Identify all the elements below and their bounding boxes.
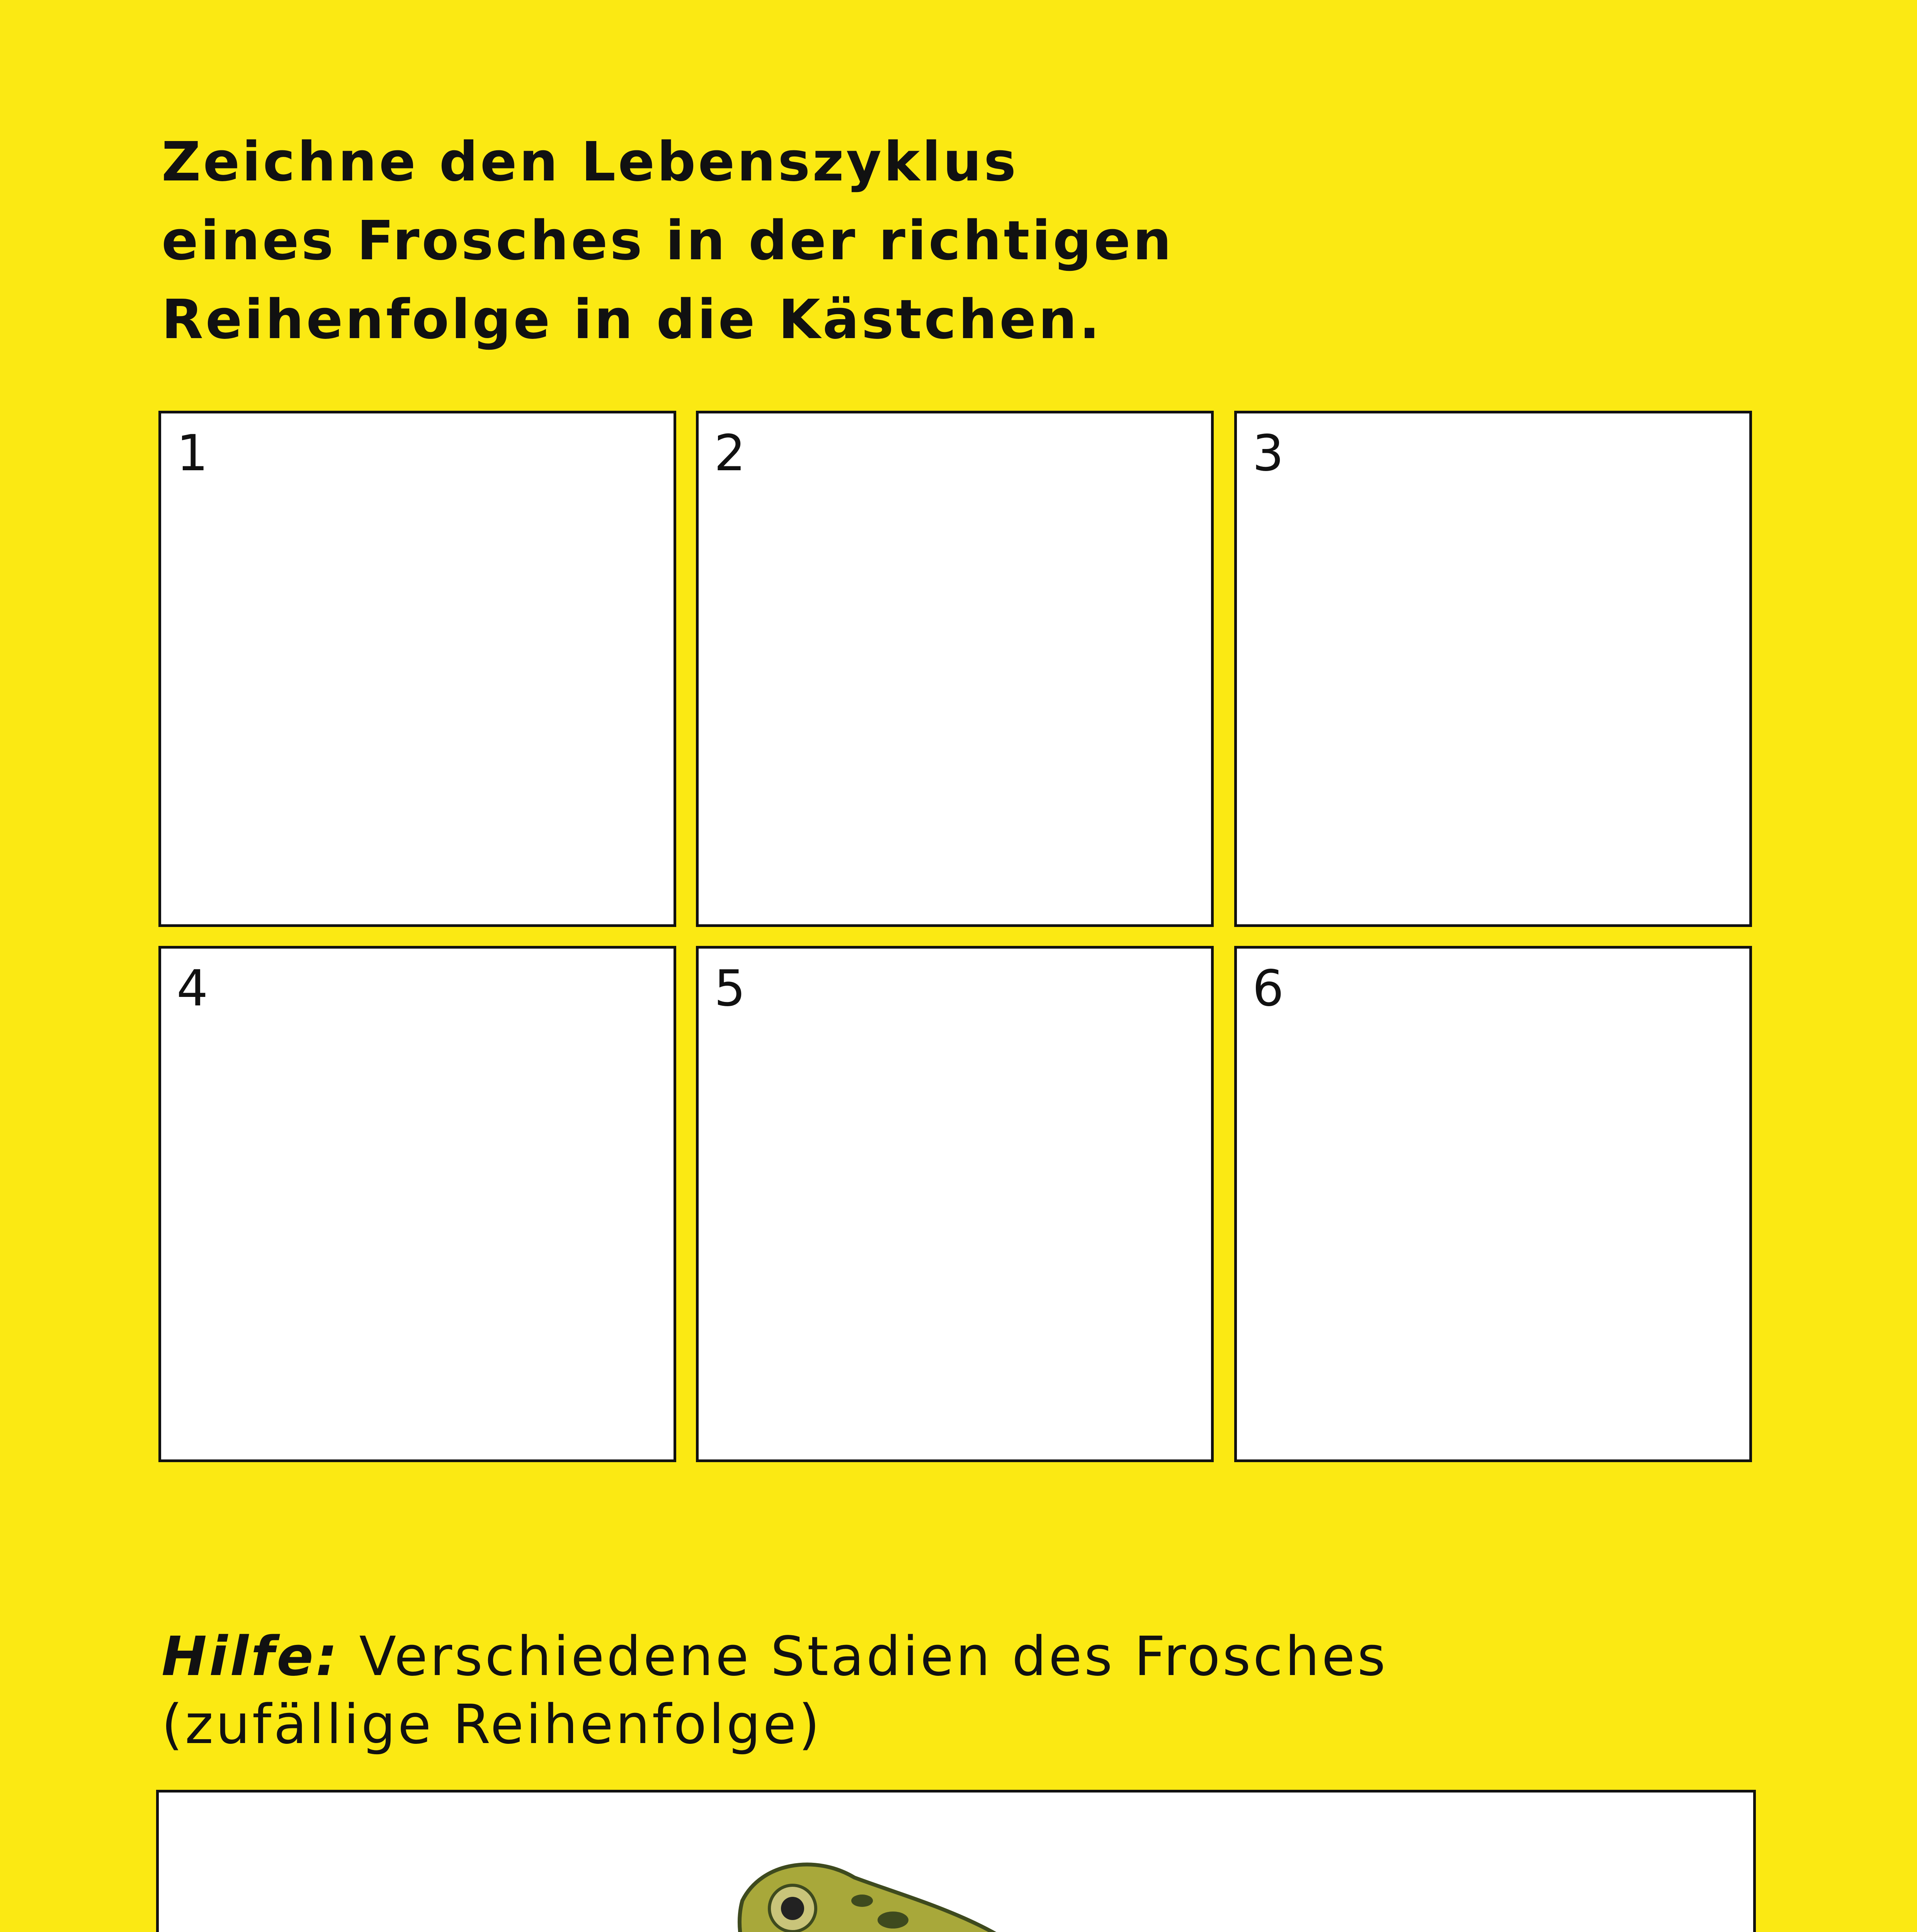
drawing-box-2[interactable] — [696, 411, 1214, 927]
box-number: 4 — [177, 960, 208, 1017]
drawing-box-5[interactable] — [696, 946, 1214, 1462]
instruction-heading — [162, 123, 1174, 359]
hint-note: (zufällige Reihenfolge) — [162, 1693, 822, 1756]
box-number: 3 — [1252, 425, 1284, 482]
instruction-line-3: Reihenfolge in die Kästchen. — [162, 288, 1102, 351]
instruction-line-2: eines Frosches in der richtigen — [162, 209, 1174, 272]
stages-panel — [156, 1790, 1756, 1932]
hint-text — [162, 1623, 1388, 1759]
adult-frog-sitting-icon — [715, 1854, 1156, 1932]
drawing-box-1[interactable] — [158, 411, 676, 927]
drawing-box-6[interactable] — [1234, 946, 1752, 1462]
box-number: 2 — [714, 425, 746, 482]
drawing-box-4[interactable] — [158, 946, 676, 1462]
drawing-box-3[interactable] — [1234, 411, 1752, 927]
instruction-line-1: Zeichne den Lebenszyklus — [162, 131, 1019, 194]
box-number: 1 — [177, 425, 208, 482]
box-number: 6 — [1252, 960, 1284, 1017]
box-number: 5 — [714, 960, 746, 1017]
hint-description: Verschiedene Stadien des Frosches — [340, 1625, 1388, 1688]
hint-label: Hilfe: — [162, 1625, 340, 1688]
